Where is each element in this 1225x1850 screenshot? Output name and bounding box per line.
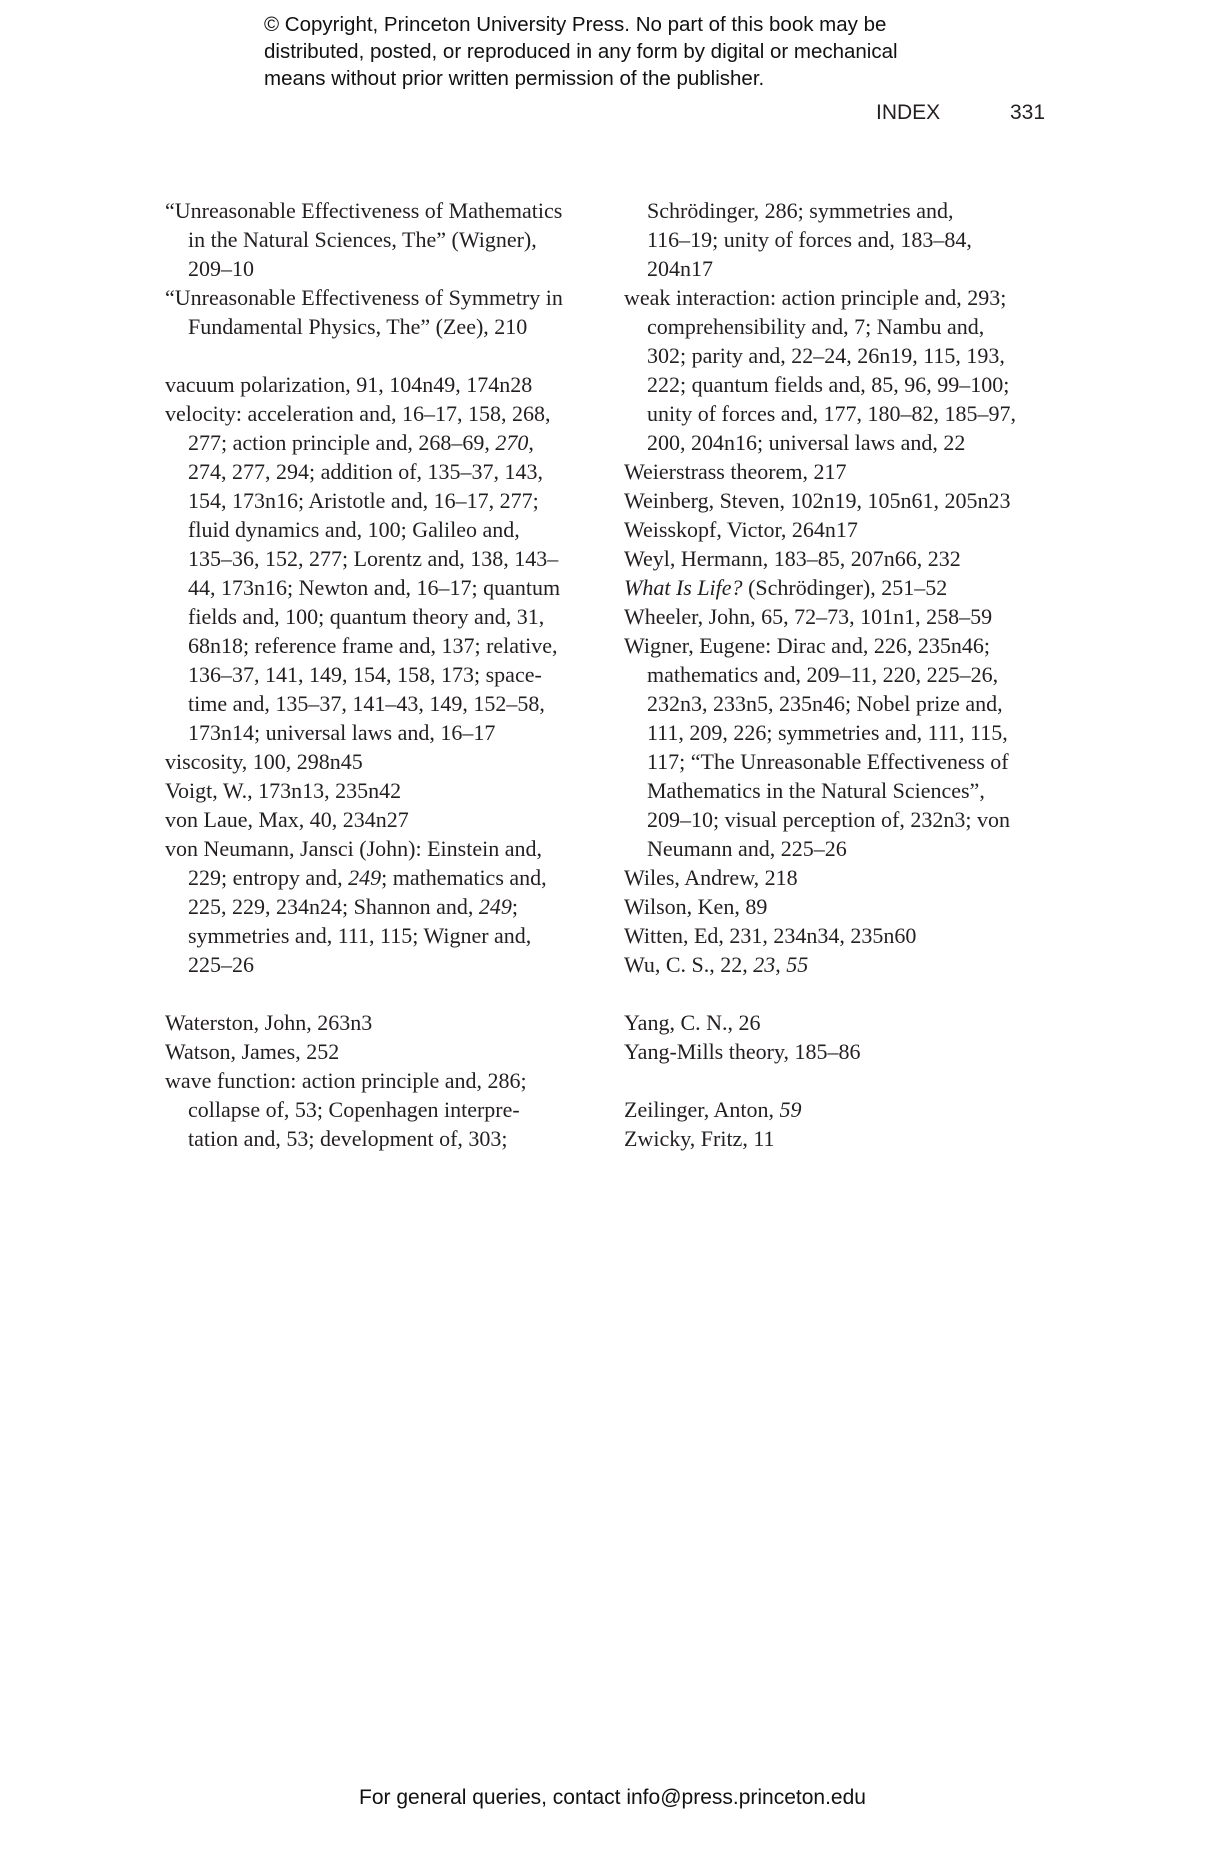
index-entry-line <box>165 892 600 921</box>
index-entry <box>165 776 600 805</box>
entry-text: Weierstrass theorem, 217 <box>624 459 847 484</box>
italic-locator: 270 <box>495 430 529 455</box>
italic-locator: 55 <box>786 952 809 977</box>
entry-text: tation and, 53; development of, 303; <box>188 1126 508 1151</box>
entry-text: Watson, James, 252 <box>165 1039 340 1064</box>
index-entry <box>624 892 1059 921</box>
index-entry-line <box>624 1037 1059 1066</box>
index-entry-line <box>165 428 600 457</box>
index-entry-line <box>624 399 1059 428</box>
index-entry-line <box>624 602 1059 631</box>
entry-text: Wheeler, John, 65, 72–73, 101n1, 258–59 <box>624 604 993 629</box>
index-entry-line <box>624 341 1059 370</box>
entry-text: Schrödinger, 286; symmetries and, <box>647 198 954 223</box>
entry-text: 44, 173n16; Newton and, 16–17; quantum <box>188 575 561 600</box>
index-entry-line <box>624 747 1059 776</box>
index-column-left <box>165 196 600 1153</box>
entry-text: 209–10 <box>188 256 254 281</box>
entry-text: fields and, 100; quantum theory and, 31, <box>188 604 545 629</box>
entry-text: mathematics and, 209–11, 220, 225–26, <box>647 662 999 687</box>
entry-text: Zwicky, Fritz, 11 <box>624 1126 775 1151</box>
index-entry-line <box>624 689 1059 718</box>
entry-text: ; mathematics and, <box>381 865 547 890</box>
entry-text: 111, 209, 226; symmetries and, 111, 115, <box>647 720 1008 745</box>
index-entry-line <box>165 1008 600 1037</box>
entry-text: Voigt, W., 173n13, 235n42 <box>165 778 402 803</box>
entry-text: Mathematics in the Natural Sciences”, <box>647 778 985 803</box>
italic-locator: 249 <box>478 894 512 919</box>
index-entry-line <box>165 312 600 341</box>
letter-group-gap <box>624 979 1059 1008</box>
index-entry-line <box>624 283 1059 312</box>
entry-text: velocity: acceleration and, 16–17, 158, 268, <box>165 401 551 426</box>
entry-text: Neumann and, 225–26 <box>647 836 847 861</box>
index-entry <box>165 196 600 283</box>
entry-text: Yang-Mills theory, 185–86 <box>624 1039 861 1064</box>
index-entry-line <box>624 196 1059 225</box>
entry-text: fluid dynamics and, 100; Galileo and, <box>188 517 520 542</box>
index-entry-line <box>165 602 600 631</box>
entry-text: 229; entropy and, <box>188 865 349 890</box>
index-entry <box>624 602 1059 631</box>
entry-text: “Unreasonable Effectiveness of Symmetry in <box>165 285 563 310</box>
entry-text: , <box>775 952 787 977</box>
index-entry-line <box>624 921 1059 950</box>
index-entry-line <box>624 892 1059 921</box>
entry-text: Witten, Ed, 231, 234n34, 235n60 <box>624 923 917 948</box>
index-entry-line <box>165 515 600 544</box>
entry-text: Weyl, Hermann, 183–85, 207n66, 232 <box>624 546 961 571</box>
index-entry <box>624 950 1059 979</box>
index-entry-line <box>165 196 600 225</box>
entry-text: 173n14; universal laws and, 16–17 <box>188 720 496 745</box>
index-entry-line <box>165 457 600 486</box>
entry-text: vacuum polarization, 91, 104n49, 174n28 <box>165 372 533 397</box>
entry-text: 136–37, 141, 149, 154, 158, 173; space- <box>188 662 542 687</box>
entry-text: viscosity, 100, 298n45 <box>165 749 363 774</box>
italic-locator: 23 <box>753 952 776 977</box>
index-entry <box>624 283 1059 457</box>
index-entry-line <box>624 544 1059 573</box>
index-entry <box>165 1066 600 1153</box>
entry-text: collapse of, 53; Copenhagen interpre- <box>188 1097 520 1122</box>
entry-text: 204n17 <box>647 256 713 281</box>
entry-text: 222; quantum fields and, 85, 96, 99–100; <box>647 372 1010 397</box>
index-entry-line <box>624 776 1059 805</box>
index-entry <box>165 747 600 776</box>
entry-text: (Schrödinger), 251–52 <box>742 575 948 600</box>
entry-text: 277; action principle and, 268–69, <box>188 430 496 455</box>
index-entry-line <box>165 834 600 863</box>
entry-text: Wiles, Andrew, 218 <box>624 865 798 890</box>
entry-text: 116–19; unity of forces and, 183–84, <box>647 227 972 252</box>
entry-text: 232n3, 233n5, 235n46; Nobel prize and, <box>647 691 1003 716</box>
index-entry-line <box>165 486 600 515</box>
italic-locator: 249 <box>348 865 382 890</box>
index-entry-line <box>624 254 1059 283</box>
index-entry <box>624 544 1059 573</box>
index-entry <box>165 1008 600 1037</box>
index-entry-line <box>624 1095 1059 1124</box>
index-entry-line <box>624 370 1059 399</box>
index-entry-line <box>165 921 600 950</box>
letter-group-gap <box>624 1066 1059 1095</box>
index-entry-line <box>624 515 1059 544</box>
index-entry <box>624 457 1059 486</box>
index-entry-line <box>165 660 600 689</box>
entry-text: time and, 135–37, 141–43, 149, 152–58, <box>188 691 545 716</box>
index-entry-line <box>624 805 1059 834</box>
entry-text: 117; “The Unreasonable Effectiveness of <box>647 749 1009 774</box>
index-entry-line <box>624 631 1059 660</box>
entry-text: wave function: action principle and, 286; <box>165 1068 527 1093</box>
index-entry <box>624 1008 1059 1037</box>
entry-text: ; <box>511 894 519 919</box>
entry-text: Wilson, Ken, 89 <box>624 894 768 919</box>
index-entry-line <box>624 863 1059 892</box>
entry-text: Weisskopf, Victor, 264n17 <box>624 517 858 542</box>
index-entry <box>624 486 1059 515</box>
entry-text: von Neumann, Jansci (John): Einstein and, <box>165 836 542 861</box>
entry-text: Waterston, John, 263n3 <box>165 1010 373 1035</box>
index-entry-line <box>165 283 600 312</box>
entry-text: Wu, C. S., 22, <box>624 952 754 977</box>
entry-text: , <box>528 430 534 455</box>
index-entry-line <box>624 486 1059 515</box>
index-entry <box>624 631 1059 863</box>
running-head-title: INDEX <box>876 101 941 124</box>
index-entry-line <box>165 747 600 776</box>
index-entry-line <box>165 805 600 834</box>
index-entry <box>624 515 1059 544</box>
entry-text: Zeilinger, Anton, <box>624 1097 780 1122</box>
index-column-right <box>624 196 1059 1153</box>
index-entry-line <box>165 225 600 254</box>
index-entry-line <box>165 370 600 399</box>
entry-text: Yang, C. N., 26 <box>624 1010 761 1035</box>
index-entry <box>165 399 600 747</box>
index-entry-line <box>624 660 1059 689</box>
entry-text: in the Natural Sciences, The” (Wigner), <box>188 227 537 252</box>
index-entry-line <box>165 718 600 747</box>
index-entry-line <box>165 863 600 892</box>
index-entry <box>165 283 600 341</box>
letter-group-gap <box>165 979 600 1008</box>
index-entry <box>624 1124 1059 1153</box>
entry-text: “Unreasonable Effectiveness of Mathematics <box>165 198 563 223</box>
index-entry <box>165 370 600 399</box>
index-entry-line <box>165 1037 600 1066</box>
index-entry-line <box>165 399 600 428</box>
entry-text: 200, 204n16; universal laws and, 22 <box>647 430 966 455</box>
index-entry-line <box>624 573 1059 602</box>
italic-locator: What Is Life? <box>624 575 743 600</box>
index-entry-line <box>624 457 1059 486</box>
italic-locator: 59 <box>779 1097 802 1122</box>
copyright-line: means without prior written permission of the publisher. <box>264 67 765 90</box>
index-entry-line <box>165 1124 600 1153</box>
entry-text: 302; parity and, 22–24, 26n19, 115, 193, <box>647 343 1005 368</box>
entry-text: Fundamental Physics, The” (Zee), 210 <box>188 314 528 339</box>
entry-text: 209–10; visual perception of, 232n3; von <box>647 807 1010 832</box>
index-entry <box>165 834 600 979</box>
footer-contact: For general queries, contact info@press.princeton.edu <box>359 1786 866 1809</box>
index-entry <box>624 921 1059 950</box>
index-entry-line <box>165 573 600 602</box>
running-head <box>876 99 1046 127</box>
index-entry-line <box>624 312 1059 341</box>
index-entry-line <box>165 776 600 805</box>
index-entry-line <box>624 718 1059 747</box>
index-entry <box>165 805 600 834</box>
index-entry <box>624 1095 1059 1124</box>
entry-text: 274, 277, 294; addition of, 135–37, 143, <box>188 459 544 484</box>
index-entry-line <box>624 950 1059 979</box>
index-entry-line <box>624 225 1059 254</box>
copyright-line: © Copyright, Princeton University Press. No part of this book may be <box>264 13 887 36</box>
index-entry-line <box>165 544 600 573</box>
entry-text: Weinberg, Steven, 102n19, 105n61, 205n23 <box>624 488 1011 513</box>
index-entry-line <box>165 631 600 660</box>
entry-text: comprehensibility and, 7; Nambu and, <box>647 314 985 339</box>
index-entry-line <box>165 254 600 283</box>
index-entry-line <box>165 950 600 979</box>
entry-text: 135–36, 152, 277; Lorentz and, 138, 143– <box>188 546 559 571</box>
index-entry-line <box>624 834 1059 863</box>
entry-text: von Laue, Max, 40, 234n27 <box>165 807 409 832</box>
entry-text: unity of forces and, 177, 180–82, 185–97, <box>647 401 1017 426</box>
copyright-line: distributed, posted, or reproduced in any form by digital or mechanical <box>264 40 898 63</box>
index-entry-line <box>165 689 600 718</box>
index-entry-line <box>624 1008 1059 1037</box>
index-entry <box>624 1037 1059 1066</box>
index-entry <box>624 863 1059 892</box>
entry-text: 154, 173n16; Aristotle and, 16–17, 277; <box>188 488 539 513</box>
entry-text: 68n18; reference frame and, 137; relative, <box>188 633 558 658</box>
index-entry-continued <box>624 196 1059 283</box>
entry-text: Wigner, Eugene: Dirac and, 226, 235n46; <box>624 633 991 658</box>
index-entry-line <box>165 1066 600 1095</box>
page-number: 331 <box>1010 101 1046 124</box>
entry-text: 225–26 <box>188 952 254 977</box>
index-entry-line <box>165 1095 600 1124</box>
index-entry-line <box>624 1124 1059 1153</box>
index-entry <box>624 573 1059 602</box>
copyright-notice <box>264 11 1024 92</box>
entry-text: weak interaction: action principle and, 293; <box>624 285 1007 310</box>
index-entry <box>165 1037 600 1066</box>
entry-text: symmetries and, 111, 115; Wigner and, <box>188 923 532 948</box>
index-entry-line <box>624 428 1059 457</box>
letter-group-gap <box>165 341 600 370</box>
entry-text: 225, 229, 234n24; Shannon and, <box>188 894 479 919</box>
